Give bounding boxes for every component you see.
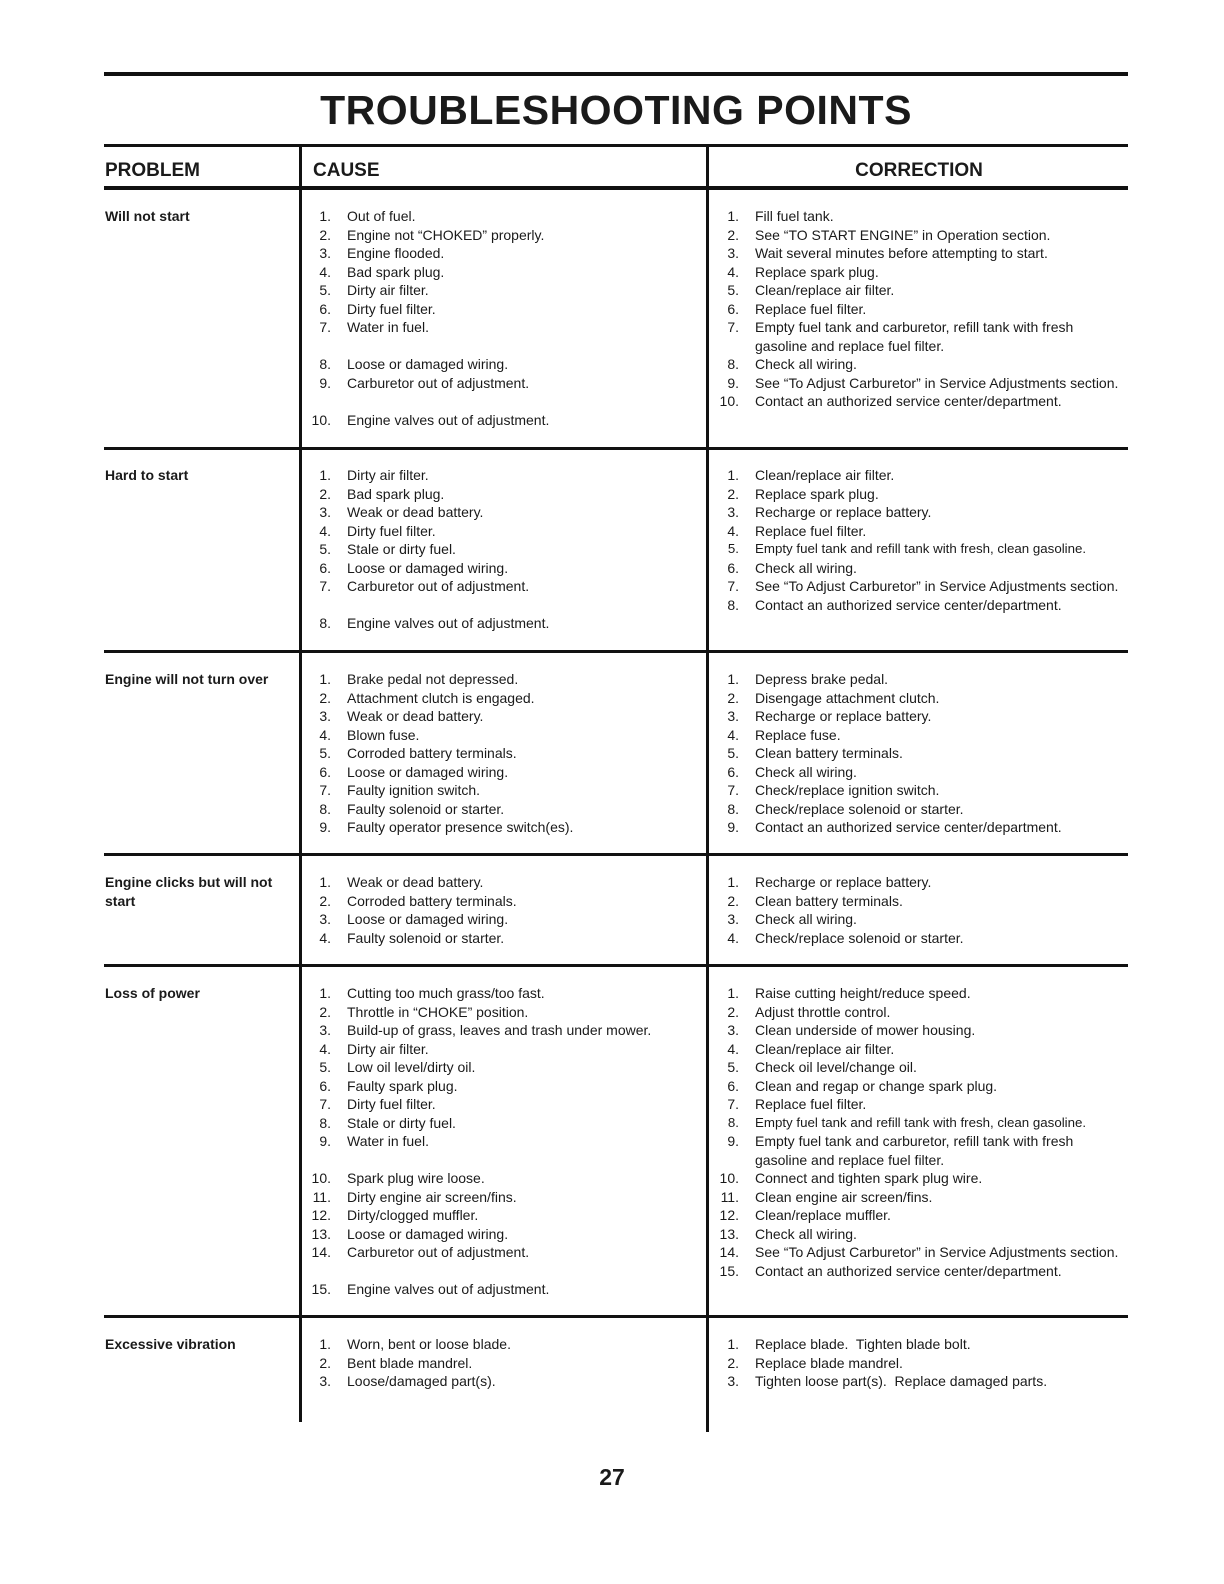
correction-item: 9. Empty fuel tank and carburetor, refill tank with fresh gasoline and replace fuel filter. (727, 1133, 1074, 1168)
cause-item: 10. Engine valves out of adjustment. (311, 411, 550, 428)
correction-item: 5. Clean battery terminals. (727, 745, 903, 761)
correction-item: 1. Recharge or replace battery. (727, 874, 932, 890)
row-separator-right (709, 1315, 1128, 1318)
correction-item: 1. Replace blade. Tighten blade bolt. (727, 1336, 971, 1352)
row-separator-middle (302, 853, 706, 856)
correction-item: 9. Contact an authorized service center/department. (727, 819, 1062, 835)
row-separator-right (709, 447, 1128, 450)
cause-item: 1. Cutting too much grass/too fast. (319, 985, 545, 1001)
cause-item: 8. Engine valves out of adjustment. (319, 615, 550, 631)
correction-item: 3. Tighten loose part(s). Replace damaged parts. (727, 1373, 1048, 1389)
correction-item: 11. Clean engine air screen/fins. (720, 1188, 933, 1205)
correction-item: 8. Check all wiring. (727, 356, 857, 372)
correction-item: 5. Check oil level/change oil. (727, 1059, 917, 1075)
correction-item: 4. Replace fuse. (727, 726, 841, 743)
problem-label: Loss of power (105, 985, 200, 1001)
correction-item: 1. Depress brake pedal. (727, 671, 889, 687)
problem-label: Hard to start (105, 467, 189, 483)
cause-item: 3. Loose/damaged part(s). (319, 1373, 496, 1389)
correction-item: 6. Clean and regap or change spark plug. (727, 1077, 998, 1094)
cause-item: 6. Loose or damaged wiring. (319, 763, 509, 780)
cause-item: 6. Dirty fuel filter. (319, 300, 436, 317)
column-divider-left (299, 147, 302, 1422)
cause-item: 14. Carburetor out of adjustment. (311, 1244, 530, 1260)
correction-item: 8. Contact an authorized service center/department. (727, 596, 1062, 613)
cause-item: 2. Attachment clutch is engaged. (319, 689, 535, 706)
page-title: TROUBLESHOOTING POINTS (320, 87, 912, 133)
cause-item: 3. Loose or damaged wiring. (319, 911, 509, 927)
cause-item: 2. Bad spark plug. (319, 485, 445, 502)
correction-item: 6. Check all wiring. (727, 559, 857, 576)
cause-item: 2. Corroded battery terminals. (319, 892, 517, 909)
correction-item: 8. Empty fuel tank and refill tank with fresh, clean gasoline. (727, 1114, 1087, 1130)
row-separator-left (104, 853, 299, 856)
correction-list (712, 466, 1126, 614)
cause-item: 5. Stale or dirty fuel. (319, 541, 456, 557)
cause-item: 7. Carburetor out of adjustment. (319, 578, 530, 594)
correction-list (712, 1335, 1126, 1391)
problem-label: Engine clicks but will not start (105, 874, 273, 909)
header-problem: PROBLEM (105, 160, 200, 181)
correction-item: 8. Check/replace solenoid or starter. (727, 800, 964, 817)
cause-item: 1. Brake pedal not depressed. (319, 671, 519, 687)
row-separator-middle (302, 964, 706, 967)
correction-item: 6. Check all wiring. (727, 763, 857, 780)
correction-list (712, 670, 1126, 837)
cause-item: 2. Throttle in “CHOKE” position. (319, 1003, 529, 1020)
cause-item: 4. Dirty fuel filter. (319, 522, 436, 539)
row-separator-left (104, 964, 299, 967)
cause-item: 1. Out of fuel. (319, 208, 416, 224)
column-divider-right (706, 147, 709, 1432)
correction-item: 3. Wait several minutes before attempting to start. (727, 245, 1048, 261)
correction-item: 4. Clean/replace air filter. (727, 1040, 895, 1057)
row-separator-left (104, 1315, 299, 1318)
cause-item: 3. Weak or dead battery. (319, 708, 484, 724)
correction-item: 12. Clean/replace muffler. (719, 1207, 891, 1223)
cause-item: 3. Engine flooded. (319, 245, 445, 261)
cause-item: 9. Water in fuel. (319, 1133, 429, 1149)
cause-list (304, 984, 699, 1299)
cause-item: 4. Bad spark plug. (319, 263, 445, 280)
header-correction: CORRECTION (855, 160, 983, 181)
cause-item: 7. Water in fuel. (319, 319, 429, 335)
correction-item: 2. Adjust throttle control. (727, 1003, 891, 1020)
correction-item: 2. Replace spark plug. (727, 485, 879, 502)
cause-item: 4. Dirty air filter. (319, 1040, 429, 1057)
correction-item: 15. Contact an authorized service center/department. (719, 1262, 1062, 1279)
row-separator-right (709, 650, 1128, 653)
cause-item: 3. Build-up of grass, leaves and trash under mower. (319, 1022, 652, 1038)
cause-item: 3. Weak or dead battery. (319, 504, 484, 520)
correction-item: 10. Connect and tighten spark plug wire. (719, 1170, 983, 1186)
correction-item: 4. Replace fuel filter. (727, 522, 867, 539)
cause-item: 6. Faulty spark plug. (319, 1077, 458, 1094)
cause-item: 10. Spark plug wire loose. (311, 1170, 485, 1186)
cause-item: 4. Faulty solenoid or starter. (319, 929, 505, 946)
correction-item: 7. Empty fuel tank and carburetor, refill tank with fresh gasoline and replace fuel filter. (727, 319, 1074, 354)
problem-label: Engine will not turn over (105, 671, 269, 687)
correction-list (712, 873, 1126, 947)
correction-item: 7. Replace fuel filter. (727, 1096, 867, 1112)
row-separator-left (104, 447, 299, 450)
cause-item: 8. Stale or dirty fuel. (319, 1114, 456, 1131)
row-separator-middle (302, 650, 706, 653)
cause-item: 9. Carburetor out of adjustment. (319, 374, 530, 391)
cause-item: 5. Dirty air filter. (319, 282, 429, 298)
correction-item: 2. Disengage attachment clutch. (727, 689, 940, 706)
cause-item: 7. Faulty ignition switch. (319, 782, 481, 798)
correction-item: 4. Check/replace solenoid or starter. (727, 929, 964, 946)
problem-label: Will not start (105, 208, 190, 224)
correction-item: 10. Contact an authorized service center/department. (719, 393, 1062, 409)
row-separator-middle (302, 1315, 706, 1318)
correction-item: 3. Recharge or replace battery. (727, 504, 932, 520)
correction-item: 4. Replace spark plug. (727, 263, 879, 280)
row-separator-right (709, 964, 1128, 967)
cause-item: 1. Weak or dead battery. (319, 874, 484, 890)
cause-list (304, 207, 699, 429)
correction-item: 1. Clean/replace air filter. (727, 467, 895, 483)
cause-list (304, 670, 699, 837)
cause-item: 2. Engine not “CHOKED” properly. (319, 226, 545, 243)
correction-item: 7. Check/replace ignition switch. (727, 782, 940, 798)
cause-item: 7. Dirty fuel filter. (319, 1096, 436, 1112)
cause-item: 1. Dirty air filter. (319, 467, 429, 483)
row-separator-left (104, 650, 299, 653)
cause-item: 11. Dirty engine air screen/fins. (312, 1188, 517, 1205)
correction-item: 6. Replace fuel filter. (727, 300, 867, 317)
cause-list (304, 1335, 699, 1391)
correction-item: 1. Raise cutting height/reduce speed. (727, 985, 971, 1001)
correction-item: 13. Check all wiring. (719, 1225, 857, 1242)
correction-list (712, 984, 1126, 1280)
cause-item: 5. Corroded battery terminals. (319, 745, 517, 761)
correction-item: 3. Clean underside of mower housing. (727, 1022, 976, 1038)
correction-item: 7. See “To Adjust Carburetor” in Service Adjustments section. (727, 578, 1119, 594)
problem-label: Excessive vibration (105, 1336, 236, 1352)
correction-item: 2. Clean battery terminals. (727, 892, 903, 909)
row-separator-right (709, 853, 1128, 856)
correction-item: 5. Clean/replace air filter. (727, 282, 895, 298)
row-separator-middle (302, 447, 706, 450)
correction-item: 2. Replace blade mandrel. (727, 1354, 903, 1371)
correction-item: 5. Empty fuel tank and refill tank with fresh, clean gasoline. (727, 541, 1087, 556)
header-rule (104, 186, 1128, 190)
cause-item: 8. Faulty solenoid or starter. (319, 800, 505, 817)
correction-item: 3. Recharge or replace battery. (727, 708, 932, 724)
correction-item: 3. Check all wiring. (727, 911, 857, 927)
correction-item: 2. See “TO START ENGINE” in Operation section. (727, 226, 1051, 243)
cause-item: 1. Worn, bent or loose blade. (319, 1336, 511, 1352)
cause-item: 15. Engine valves out of adjustment. (311, 1281, 550, 1297)
correction-item: 9. See “To Adjust Carburetor” in Service Adjustments section. (727, 374, 1119, 391)
cause-item: 5. Low oil level/dirty oil. (319, 1059, 476, 1075)
cause-item: 8. Loose or damaged wiring. (319, 356, 509, 372)
correction-item: 1. Fill fuel tank. (727, 208, 834, 224)
top-rule (104, 72, 1128, 76)
cause-item: 6. Loose or damaged wiring. (319, 559, 509, 576)
correction-list (712, 207, 1126, 411)
cause-item: 4. Blown fuse. (319, 726, 420, 743)
cause-item: 13. Loose or damaged wiring. (311, 1225, 509, 1242)
cause-item: 9. Faulty operator presence switch(es). (319, 819, 574, 835)
cause-list (304, 873, 699, 947)
cause-item: 2. Bent blade mandrel. (319, 1354, 473, 1371)
header-cause: CAUSE (313, 160, 380, 181)
correction-item: 14. See “To Adjust Carburetor” in Service Adjustments section. (719, 1244, 1119, 1260)
cause-item: 12. Dirty/clogged muffler. (311, 1207, 479, 1223)
cause-list (304, 466, 699, 633)
page-number: 27 (599, 1464, 625, 1490)
title-rule (104, 144, 1128, 147)
